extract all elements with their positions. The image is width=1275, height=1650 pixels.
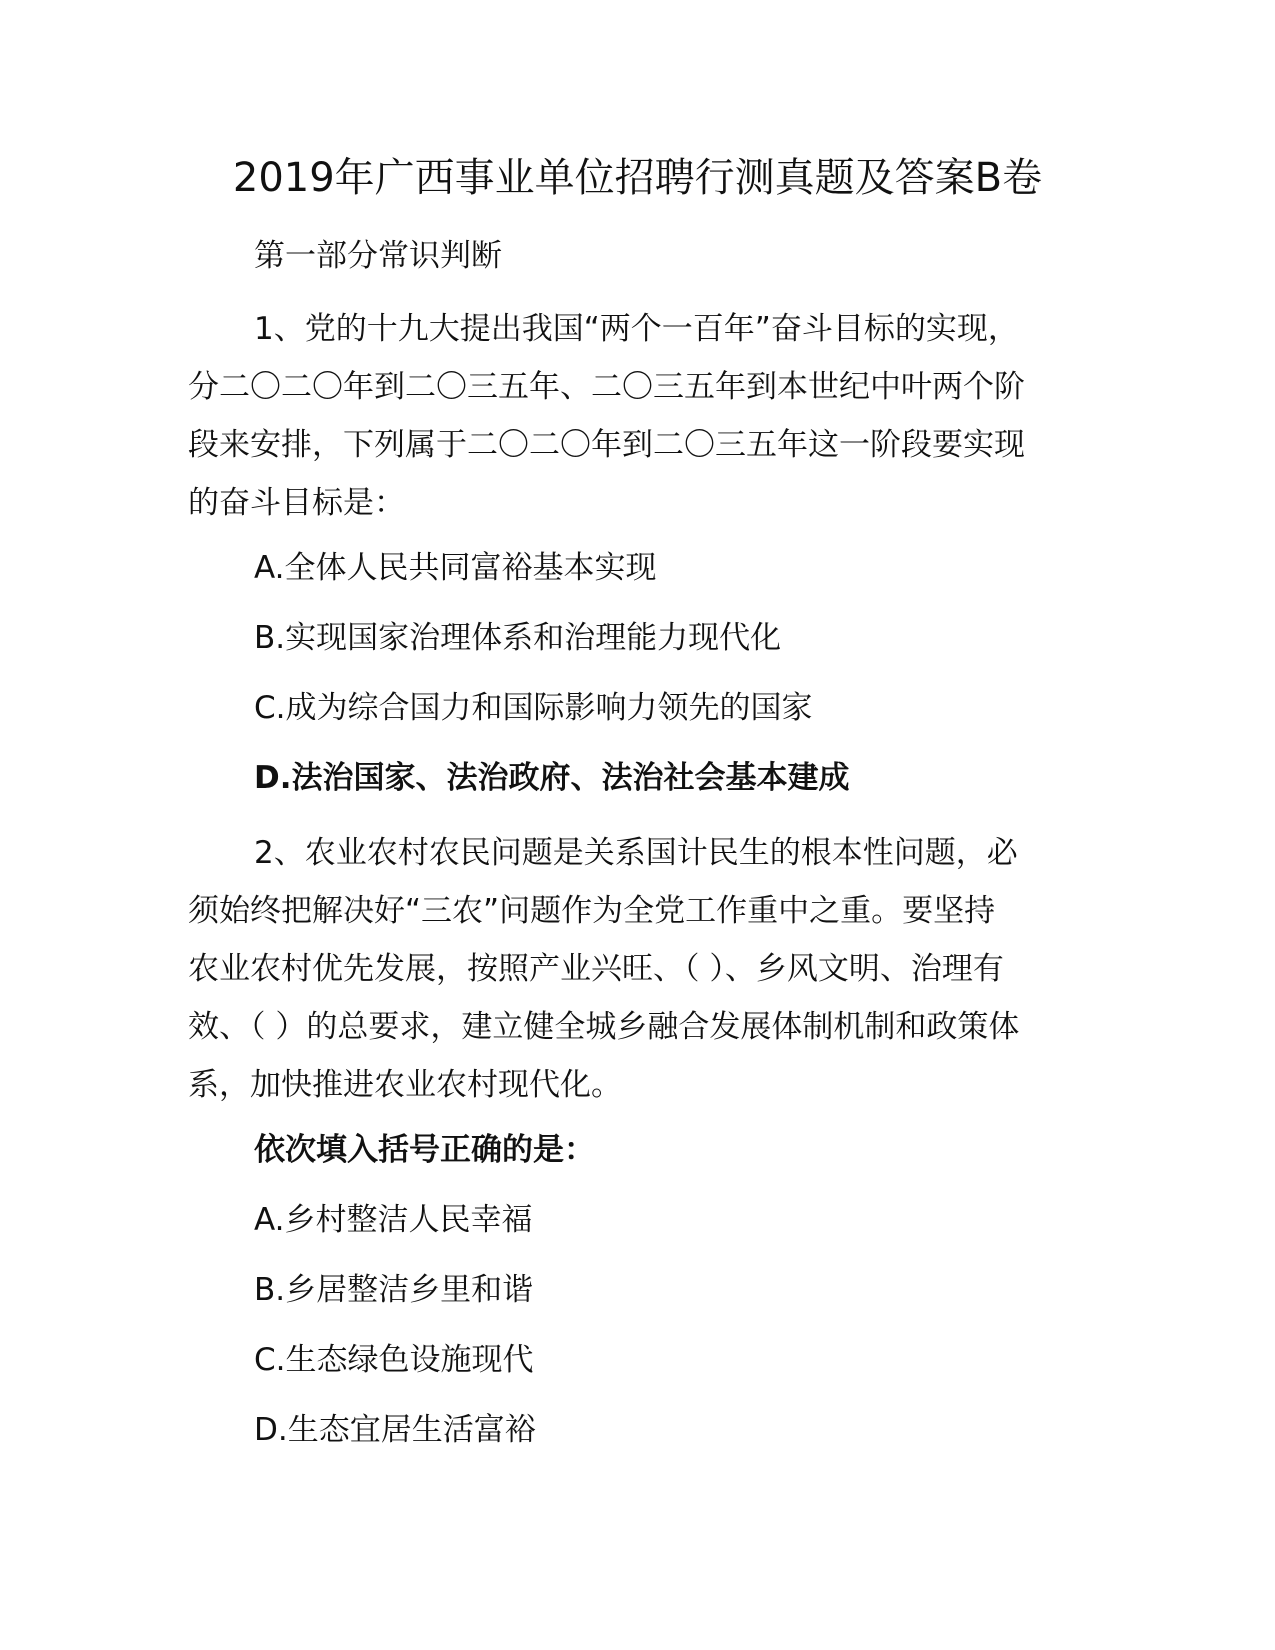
question-1-line-2: 分二〇二〇年到二〇三五年、二〇三五年到本世纪中叶两个阶 [188,369,1025,405]
question-1-line-4: 的奋斗目标是： [188,485,405,521]
question-1-option-a: A.全体人民共同富裕基本实现 [254,550,657,586]
question-2-line-2: 须始终把解决好“三农”问题作为全党工作重中之重。要坚持 [188,893,996,929]
question-2-option-c: C.生态绿色设施现代 [254,1342,534,1378]
document-title: 2019年广西事业单位招聘行测真题及答案B卷 [232,155,1043,201]
question-1-line-1: 1、党的十九大提出我国“两个一百年”奋斗目标的实现， [254,311,1019,347]
question-2-option-d: D.生态宜居生活富裕 [254,1412,536,1448]
question-2-prompt: 依次填入括号正确的是： [254,1132,595,1168]
question-1-stem [188,300,1088,532]
document-body [188,230,1088,1476]
question-1-option-c: C.成为综合国力和国际影响力领先的国家 [254,690,813,726]
section-heading: 第一部分常识判断 [254,238,502,274]
question-1-line-3: 段来安排，下列属于二〇二〇年到二〇三五年这一阶段要实现 [188,427,1025,463]
question-1-option-d: D.法治国家、法治政府、法治社会基本建成 [254,760,850,796]
question-2-option-a: A.乡村整洁人民幸福 [254,1202,533,1238]
question-2-line-3: 农业农村优先发展，按照产业兴旺、（ ）、乡风文明、治理有 [188,951,1004,987]
question-2-line-4: 效、（ ）的总要求，建立健全城乡融合发展体制机制和政策体 [188,1009,1020,1045]
question-1-option-b: B.实现国家治理体系和治理能力现代化 [254,620,782,656]
question-2-line-5: 系，加快推进农业农村现代化。 [188,1067,622,1103]
question-2-option-b: B.乡居整洁乡里和谐 [254,1272,534,1308]
question-2-stem [188,824,1088,1114]
question-2-line-1: 2、农业农村农民问题是关系国计民生的根本性问题，必 [254,835,1018,871]
